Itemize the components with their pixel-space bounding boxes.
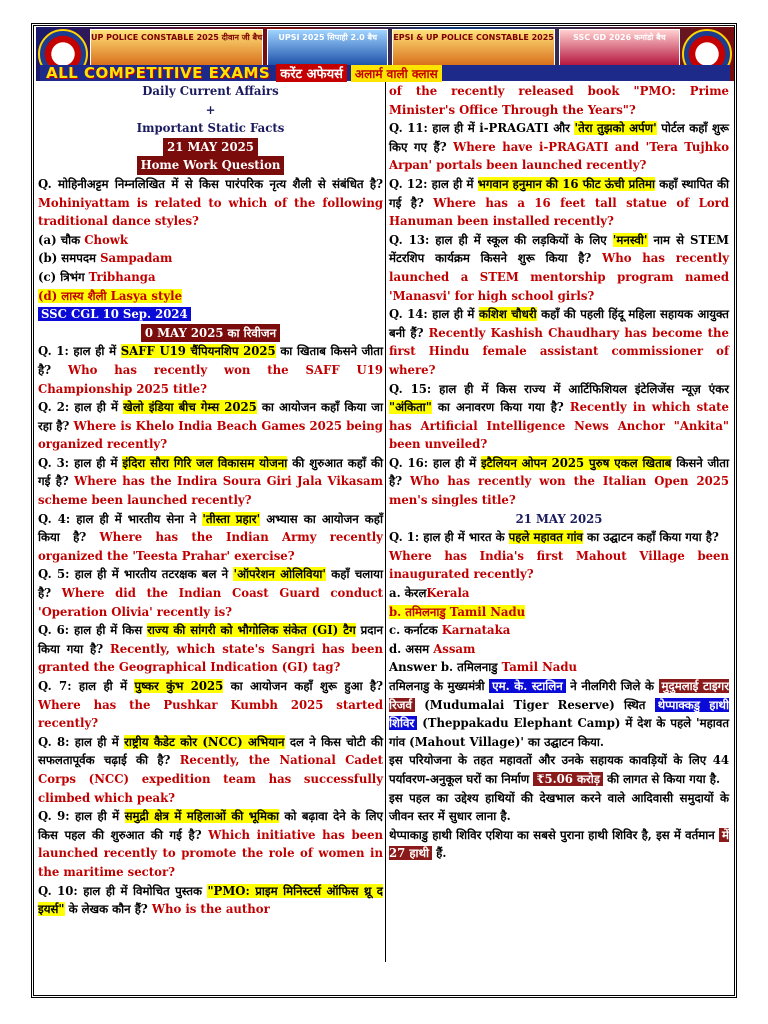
course-thumb: UP POLICE CONSTABLE 2025 दीवान जी बैच [90,29,263,67]
course-thumbnails [86,27,684,69]
banner-title: ALL COMPETITIVE EXAMS [46,64,271,82]
heading: Important Static Facts [136,121,285,136]
homework-question: Q. मोहिनीअट्टम निम्नलिखित में से किस पारंपरिक नृत्य शैली से संबंधित है? Mohiniyattam is related to which of the following traditional dance styles? [38,176,383,229]
option: d. असम Assam [389,641,476,656]
date-heading: 21 MAY 2025 [515,511,603,526]
question: Q. 1: हाल ही में भारत के पहले महावत गांव का उद्घाटन कहाँ किया गया है? [389,530,719,545]
heading: + [205,102,216,117]
correct-option: (d) लास्य शैली Lasya style [38,288,183,303]
heading: Daily Current Affairs [142,84,279,98]
question: Q. 8: हाल ही में राष्ट्रीय कैडेट कोर (NCC) अभियान दल ने किस चोटी की सफलतापूर्वक चढ़ाई की है? Recently, the National Cadet Corps (NCC) expedition team has successfully climbed which peak? [38,734,383,805]
course-thumb: SSC GD 2026 कमांडो बैच [559,29,680,67]
question: Q. 4: हाल ही में भारतीय सेना ने 'तीस्ता प्रहार' अभ्यास का आयोजन कहाँ किया है? Where has the Indian Army recently organized the 'Teesta Prahar' exercise? [38,511,383,563]
homework-badge: Home Work Question [137,156,285,175]
right-column [389,82,729,863]
question: Q. 14: हाल ही में कशिश चौधरी कहाँ की पहली हिंदू महिला सहायक आयुक्त बनी हैं? Recently Kashish Chaudhary has become the first Hindu female assistant commissioner of where? [389,307,729,377]
exam-source: SSC CGL 10 Sep. 2024 [38,305,383,324]
question: Q. 5: हाल ही में भारतीय तटरक्षक बल ने 'ऑपरेशन ओलिविया' कहाँ चलाया है? Where did the Indian Coast Guard conduct 'Operation Olivia' recently is? [38,567,384,619]
banner-subtitle: करेंट अफेयर्स [276,64,347,82]
banner-title-bar [40,65,730,81]
question: Q. 12: हाल ही में भगवान हनुमान की 16 फीट ऊंची प्रतिमा कहाँ स्थापित की गई है? Where has a 16 feet tall statue of Lord Hanuman been installed recently? [389,176,729,229]
explanation: इस पहल का उद्देश्य हाथियों की देखभाल करने वाले आदिवासी समुदायों के जीवन स्तर में सुधार लाना है. [389,790,729,824]
question: Q. 3: हाल ही में इंदिरा सौरा गिरि जल विकासम योजना की शुरुआत कहाँ की गई है? Where has the Indira Soura Giri Jala Vikasam scheme been launched recently? [38,455,383,508]
course-thumb: UPSI 2025 सिपाही 2.0 बैच [267,29,388,67]
question: Q. 15: हाल ही में किस राज्य में आर्टिफिशियल इंटेलिजेंस न्यूज़ एंकर "अंकिता" का अनावरण किया गया है? Recently in which state has Artificial Intelligence News Anchor "Ankita" been unveiled? [389,381,729,452]
correct-option: b. तमिलनाडु Tamil Nadu [389,604,526,619]
option: (b) समपदम Sampadam [38,251,173,266]
explanation: तमिलनाडु के मुख्यमंत्री एम. के. स्टालिन ने नीलगिरी जिले के मुदुमलाई टाइगर रिजर्व (Mudumalai Tiger Reserve) स्थित थेप्पाक्कडु हाथी शिविर (Theppakadu Elephant Camp) में देश के पहले 'महावत गांव (Mahout Village)' का उद्घाटन किया. [389,679,729,749]
revision-badge: 0 MAY 2025 का रिवीजन [141,324,280,343]
option: c. कर्नाटक Karnataka [389,623,511,638]
question: Q. 9: हाल ही में समुद्री क्षेत्र में महिलाओं की भूमिका को बढ़ावा देने के लिए किस पहल की शुरुआत की गई है? Which initiative has been launched recently to promote the role of women in the maritime sector? [38,809,384,879]
date-badge: 21 MAY 2025 [163,138,258,157]
explanation: इस परियोजना के तहत महावतों और उनके सहायक कावड़ियों के लिए 44 पर्यावरण-अनुकूल घरों का निर्माण ₹5.06 करोड़ की लागत से किया गया है. [389,753,729,786]
course-thumb: EPSI & UP POLICE CONSTABLE 2025 [392,29,554,67]
question-continuation: of the recently released book "PMO: Prime Minister's Office Through the Years"? [389,84,729,117]
option: (c) त्रिभंग Tribhanga [38,269,156,284]
question: Q. 6: हाल ही में किस राज्य की सांगरी को भौगोलिक संकेत (GI) टैग प्रदान किया गया है? Recently, which state's Sangri has been granted the Geographical Indication (GI) tag? [38,623,383,675]
question: Q. 16: हाल ही में इटैलियन ओपन 2025 पुरुष एकल खिताब किसने जीता है? Who has recently won the Italian Open 2025 men's singles title? [389,455,730,508]
answer: Answer b. तमिलनाडु Tamil Nadu [389,660,578,675]
option: a. केरलKerala [389,586,470,601]
left-column [38,82,383,919]
question: Q. 7: हाल ही में पुष्कर कुंभ 2025 का आयोजन कहाँ शुरू हुआ है? Where has the Pushkar Kumbh 2025 started recently? [38,679,383,731]
question: Q. 11: हाल ही में i-PRAGATI और 'तेरा तुझको अर्पण' पोर्टल कहाँ शुरू किए गए हैं? Where have i-PRAGATI and 'Tera Tujhko Arpan' portals been launched recently? [389,121,730,173]
header-banner [36,27,734,81]
question: Q. 2: हाल ही में खेलो इंडिया बीच गेम्स 2025 का आयोजन कहाँ किया जा रहा है? Where is Khelo India Beach Games 2025 being organized recently? [38,400,383,452]
question: Q. 10: हाल ही में विमोचित पुस्तक "PMO: प्राइम मिनिस्टर्स ऑफिस थ्रू द इयर्स" के लेखक कौन हैं? Who is the author [38,883,383,917]
explanation: थेप्पाकाडु हाथी शिविर एशिया का सबसे पुराना हाथी शिविर है, इस में वर्तमान में 27 हाथी हैं. [389,827,729,861]
question: Q. 1: हाल ही में SAFF U19 चैंपियनशिप 2025 का खिताब किसने जीता है? Who has recently won the SAFF U19 Championship 2025 title? [38,344,383,396]
banner-tagline: अलार्म वाली क्लास [351,65,442,82]
question: Q. 13: हाल ही में स्कूल की लड़कियों के लिए 'मनस्वी' नाम से STEM मेंटरशिप कार्यक्रम किसने शुरू किया है? Who has recently launched a STEM mentorship program named 'Manasvi' for high school girls? [389,232,730,303]
column-divider [385,82,386,962]
option: (a) चौक Chowk [38,232,128,247]
question-english: Where has India's first Mahout Village been inaugurated recently? [389,548,729,582]
